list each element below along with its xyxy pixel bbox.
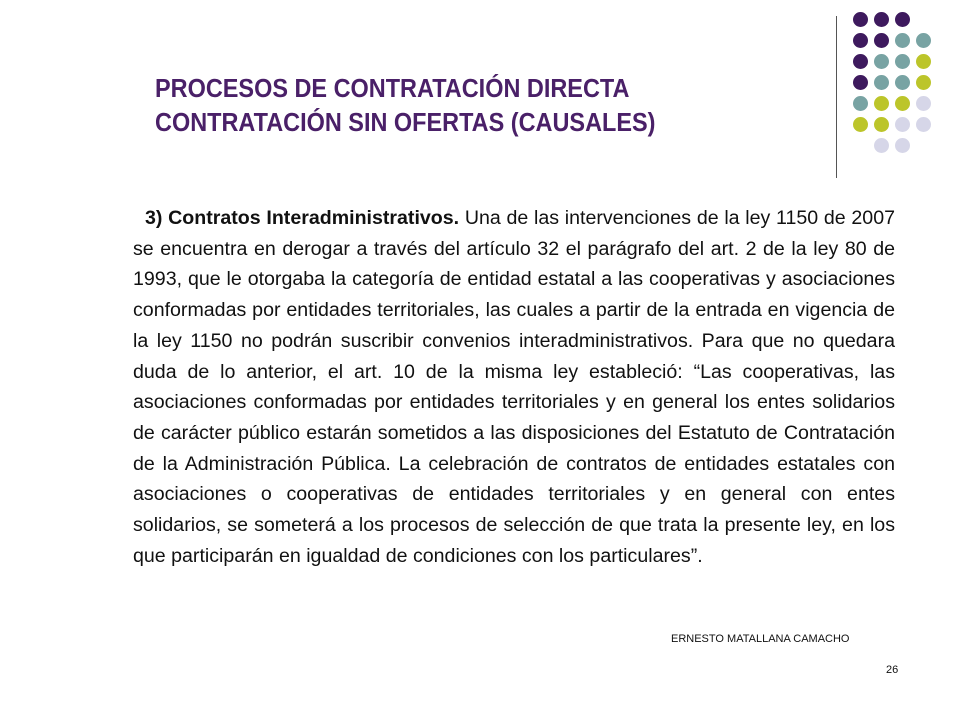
decorative-dot: [916, 96, 931, 111]
decorative-dot: [853, 12, 868, 27]
decorative-dot: [853, 33, 868, 48]
title-line-1: PROCESOS DE CONTRATACIÓN DIRECTA: [155, 75, 630, 103]
body-text: Una de las intervenciones de la ley 1150 de 2007 se encuentra en derogar a través del artículo 32 el parágrafo del art. 2 de la ley 80 de 1993, que le otorgaba la categoría de entidad estatal a las cooperativas y asociaciones conformadas por entidades territoriales, las cuales a partir de la entrada en vigencia de la ley 1150 no podrán suscribir convenios interadministrativos. Para que no quedara duda de lo anterior, el art. 10 de la misma ley estableció: “Las cooperativas, las asociaciones conformadas por entidades territoriales y en general los entes solidarios de carácter público estarán sometidos a las disposiciones del Estatuto de Contratación de la Administración Pública. La celebración de contratos de entidades estatales con asociaciones o cooperativas de entidades territoriales y en general con entes solidarios, se someterá a los procesos de selección de que trata la presente ley, en los que participarán en igualdad de condiciones con los particulares”.: [133, 207, 895, 567]
decorative-dot: [874, 54, 889, 69]
decorative-dot: [895, 117, 910, 132]
decorative-dot: [853, 54, 868, 69]
title-line-2: CONTRATACIÓN SIN OFERTAS (CAUSALES): [155, 109, 656, 137]
decorative-dot: [874, 75, 889, 90]
decorative-dot: [874, 96, 889, 111]
author-credit: ERNESTO MATALLANA CAMACHO: [671, 633, 850, 645]
decorative-dot: [916, 54, 931, 69]
decorative-dot: [853, 117, 868, 132]
decorative-dot: [874, 117, 889, 132]
decorative-dot-grid: [850, 12, 960, 162]
decorative-dot: [916, 33, 931, 48]
decorative-dot: [916, 117, 931, 132]
decorative-dot: [916, 75, 931, 90]
decorative-dot: [874, 33, 889, 48]
decorative-dot: [895, 33, 910, 48]
decorative-dot: [874, 138, 889, 153]
decorative-dot: [895, 138, 910, 153]
vertical-divider: [836, 16, 837, 178]
decorative-dot: [895, 96, 910, 111]
body-lead: 3) Contratos Interadministrativos.: [145, 207, 460, 229]
decorative-dot: [853, 75, 868, 90]
decorative-dot: [895, 54, 910, 69]
page-number: 26: [886, 664, 899, 676]
body-paragraph: [133, 203, 895, 571]
decorative-dot: [874, 12, 889, 27]
decorative-dot: [895, 12, 910, 27]
decorative-dot: [853, 96, 868, 111]
slide-title: [155, 72, 762, 140]
decorative-dot: [895, 75, 910, 90]
